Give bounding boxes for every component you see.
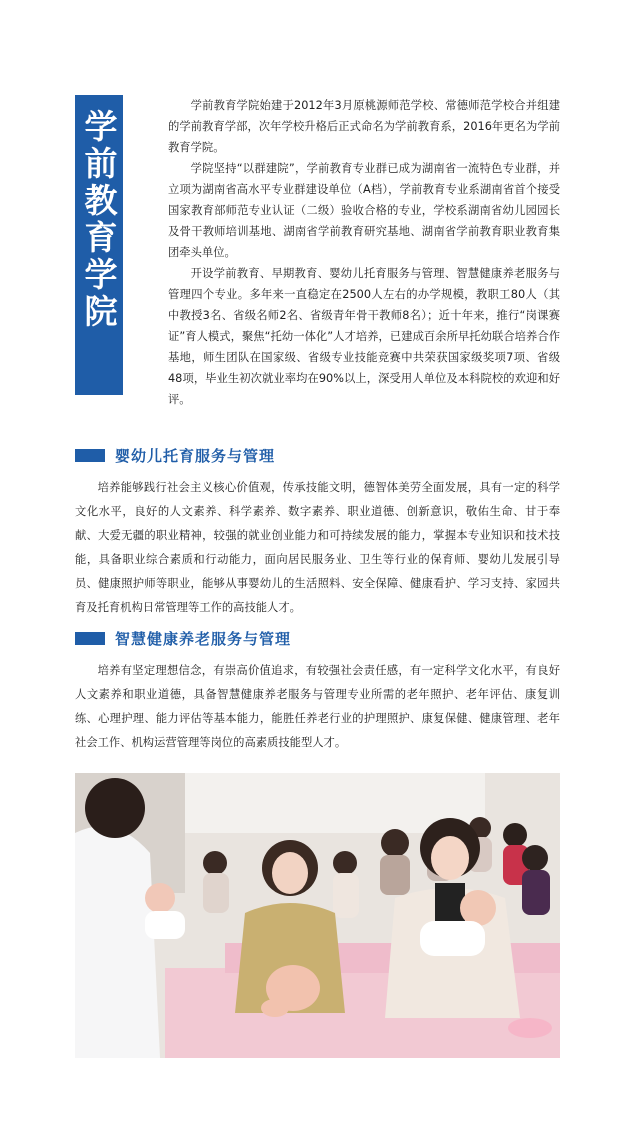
- section-body-infant-care: [75, 476, 560, 620]
- section-title: 智慧健康养老服务与管理: [115, 630, 292, 648]
- college-title-banner: [75, 95, 123, 395]
- heading-bar: [75, 632, 105, 645]
- section-body-elderly-care: [75, 659, 560, 755]
- intro-paragraph: 学院坚持“以群建院”，学前教育专业群已成为湖南省一流特色专业群，并立项为湖南省高水平专业群建设单位（A档），学前教育专业系湖南省首个接受国家教育部师范专业认证（二级）验收合格的专业，学校系湖南省幼儿园园长及骨干教师培训基地、湖南省学前教育研究基地、湖南省学前教育职业教育集团牵头单位。: [168, 162, 560, 259]
- section-paragraph: 培养有坚定理想信念，有崇高价值追求，有较强社会责任感，有一定科学文化水平，有良好人文素养和职业道德，具备智慧健康养老服务与管理专业所需的老年照护、老年评估、康复训练、心理护理、能力评估等基本能力，能胜任养老行业的护理照护、康复保健、健康管理、老年社会工作、机构运营管理等岗位的高素质技能型人才。: [75, 664, 560, 749]
- classroom-illustration: [75, 773, 560, 1058]
- heading-bar: [75, 449, 105, 462]
- college-title: 学前教育学院: [79, 109, 119, 331]
- intro-paragraph: 开设学前教育、早期教育、婴幼儿托育服务与管理、智慧健康养老服务与管理四个专业。多年来一直稳定在2500人左右的办学规模，教职工80人（其中教授3名、省级名师2名、省级青年骨干教师8名）；近十年来，推行“岗课赛证”育人模式，聚焦“托幼一体化”人才培养，已建成百余所早托幼联合培养合作基地，师生团队在国家级、省级专业技能竞赛中共荣获国家级奖项7项、省级48项，毕业生初次就业率均在90%以上，深受用人单位及本科院校的欢迎和好评。: [168, 267, 560, 406]
- section-heading-elderly-care: [75, 628, 291, 649]
- section-title: 婴幼儿托育服务与管理: [115, 447, 276, 465]
- classroom-photo: [75, 773, 560, 1058]
- section-paragraph: 培养能够践行社会主义核心价值观，传承技能文明，德智体美劳全面发展，具有一定的科学文化水平，良好的人文素养、科学素养、数字素养、职业道德、创新意识，敬佑生命、甘于奉献、大爱无疆的职业精神，较强的就业创业能力和可持续发展的能力，掌握本专业知识和技术技能，具备职业综合素质和行动能力，面向居民服务业、卫生等行业的保育师、婴幼儿发展引导员、健康照护师等职业，能够从事婴幼儿的生活照料、安全保障、健康看护、学习支持、家园共育及托育机构日常管理等工作的高技能人才。: [75, 481, 560, 614]
- intro-text: [168, 95, 560, 410]
- section-heading-infant-care: [75, 445, 275, 466]
- intro-paragraph: 学前教育学院始建于2012年3月原桃源师范学校、常德师范学校合并组建的学前教育学部，次年学校升格后正式命名为学前教育系，2016年更名为学前教育学院。: [168, 99, 560, 154]
